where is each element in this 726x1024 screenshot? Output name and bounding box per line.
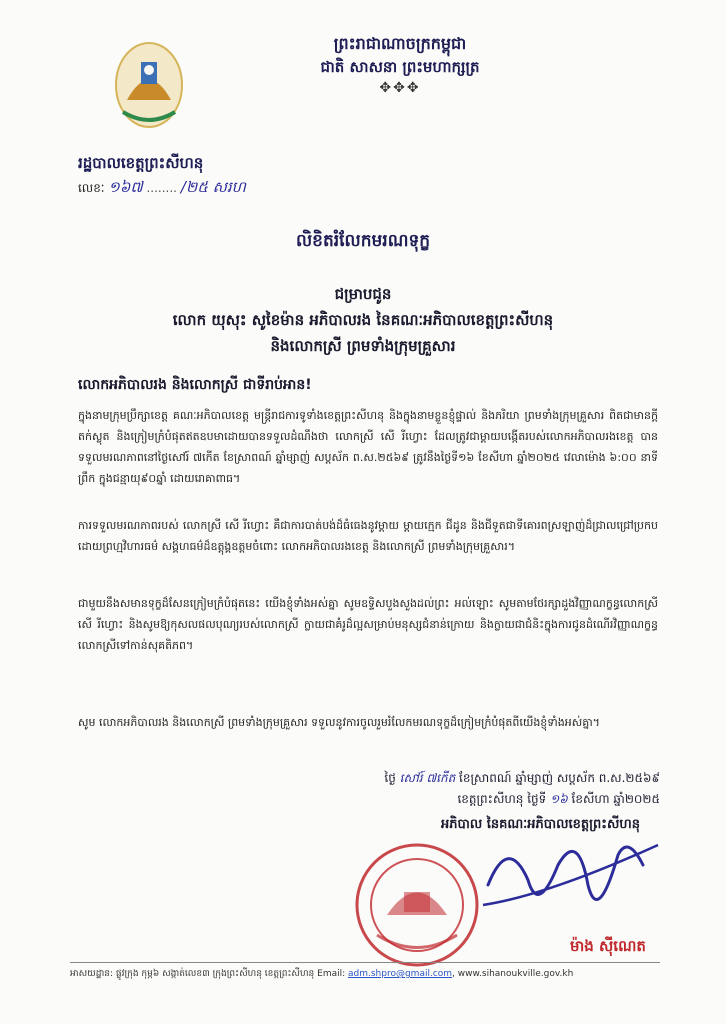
issuing-office: រដ្ឋបាលខេត្តព្រះសីហនុ — [78, 154, 204, 172]
reference-dots: ........ — [146, 181, 177, 195]
footer-divider — [70, 962, 660, 963]
salutation: លោកអភិបាលរង និងលោកស្រី ជាទីរាប់អាន! — [78, 377, 312, 393]
reference-number — [78, 178, 246, 200]
national-motto: ជាតិ សាសនា ព្រះមហាក្សត្រ — [320, 58, 480, 76]
gregorian-date-prefix: ខេត្តព្រះសីហនុ ថ្ងៃទី — [457, 792, 547, 806]
footer-address: អាសយដ្ឋាន: ផ្លូវក្រុង កុម្ភ៦ សង្កាត់លេខ៣ ក្រុងព្រះសីហនុ ខេត្តព្រះសីហនុ Email: — [70, 969, 348, 979]
signer-name: ម៉ាង ស៊ីណេត — [570, 937, 646, 955]
header-ornament: ✥✥✥ — [379, 80, 421, 96]
reference-suffix: /២៥ សរហ — [180, 178, 246, 196]
lunar-date-handwritten: សៅរ៍ ៧កើត — [399, 771, 456, 785]
handwritten-signature — [468, 825, 668, 935]
recipient-line-2: លោក យុសុះ សូខៃម៉ាន អភិបាលរង នៃគណៈអភិបាលខេត្តព្រះសីហនុ — [172, 311, 554, 329]
body-paragraph-4: សូម លោកអភិបាលរង និងលោកស្រី ព្រមទាំងក្រុមគ្រួសារ ទទួលនូវការចូលរួមរំលែកមរណទុក្ខដ៏ក្រៀមក្រំបំផុតពីយើងខ្ញុំទាំងអស់គ្នា។ — [78, 716, 600, 729]
recipient-line-3: និងលោកស្រី ព្រមទាំងក្រុមគ្រួសារ — [270, 337, 456, 355]
provincial-emblem-logo — [113, 40, 185, 130]
body-paragraph-1: ក្នុងនាមក្រុមប្រឹក្សាខេត្ត គណៈអភិបាលខេត្ត មន្ត្រីរាជការទូទាំងខេត្តព្រះសីហនុ និងក្នុងនាមខ្លួនខ្ញុំផ្ទាល់ និងភរិយា ព្រមទាំងក្រុមគ្រួសារ ពិតជាមានក្ដីតក់ស្លុត និងក្រៀមក្រំបំផុតឥតឧបមាដោយបានទទួលដំណឹងថា លោកស្រី សើ រីហ្វោះ ដែលត្រូវជាម្ដាយបង្កើតរបស់លោកអភិបាលរងខេត្ត បានទទួលមរណភាពនៅថ្ងៃសៅរ៍ ៧កើត ខែស្រាពណ៍ ឆ្នាំម្សាញ់ សប្តស័ក ព.ស.២៥៦៩ ត្រូវនឹងថ្ងៃទី១៦ ខែសីហា ឆ្នាំ២០២៥ វេលាម៉ោង ៦:០០ នាទីព្រឹក ក្នុងជន្មាយុ៩០ឆ្នាំ ដោយរោគាពាធ។ — [78, 409, 658, 485]
footer-contact — [70, 968, 690, 981]
lunar-date-rest: ខែស្រាពណ៍ ឆ្នាំម្សាញ់ សប្តស័ក ព.ស.២៥៦៩ — [459, 771, 660, 785]
reference-label: លេខៈ — [78, 181, 105, 195]
gregorian-date-rest: ខែសីហា ឆ្នាំ២០២៥ — [571, 792, 660, 806]
body-paragraph-3: ជាមួយនឹងសមានទុក្ខដ៏សែនក្រៀមក្រំបំផុតនេះ យើងខ្ញុំទាំងអស់គ្នា សូមឧទ្ទិសបួងសួងដល់ព្រះ អល់ឡោះ សូមតាមថែរក្សាដួងវិញ្ញាណក្ខន្ធលោកស្រី សើ រីហ្វោះ និងសូមឱ្យកុសលផលបុណ្យរបស់លោកស្រី ក្លាយជាគំរូដ៏ល្អសម្រាប់មនុស្សជំនាន់ក្រោយ និងក្លាយជាជំនិះក្នុងការជូនដំណើរវិញ្ញាណក្ខន្ធលោកស្រីទៅកាន់សុគតិភព។ — [78, 597, 658, 652]
signatory-title: អភិបាល នៃគណៈអភិបាលខេត្តព្រះសីហនុ — [441, 817, 640, 832]
footer-website[interactable]: , www.sihanoukville.gov.kh — [452, 969, 574, 979]
gregorian-day-handwritten: ១៦ — [550, 792, 568, 806]
reference-number-handwritten: ១៦៧ — [108, 178, 143, 196]
official-seal-stamp — [352, 840, 482, 970]
lunar-date-prefix: ថ្ងៃ — [384, 771, 396, 785]
kingdom-header: ព្រះរាជាណាចក្រកម្ពុជា — [333, 34, 467, 53]
lunar-date-line — [300, 770, 660, 788]
document-title: លិខិតរំលែកមរណទុក្ខ — [295, 231, 431, 251]
recipient-line-1: ជម្រាបជូន — [334, 285, 392, 303]
footer-email-link[interactable]: adm.shpro@gmail.com — [348, 969, 453, 979]
body-paragraph-2: ការទទួលមរណភាពរបស់ លោកស្រី សើ រីហ្វោះ គឺជាការបាត់បង់ដ៏ធំធេងនូវម្ដាយ ម្ដាយក្មេក ជីដូន និងជីទួតជាទីគោរពស្រឡាញ់ដ៏ជ្រាលជ្រៅប្រកបដោយព្រហ្មវិហារធម៌ សង្គហធម៌ដ៏ឧត្តុង្គឧត្តមចំពោះ លោកអភិបាលរងខេត្ត និងលោកស្រី ព្រមទាំងក្រុមគ្រួសារ។ — [78, 519, 658, 553]
gregorian-date-line — [300, 791, 660, 809]
